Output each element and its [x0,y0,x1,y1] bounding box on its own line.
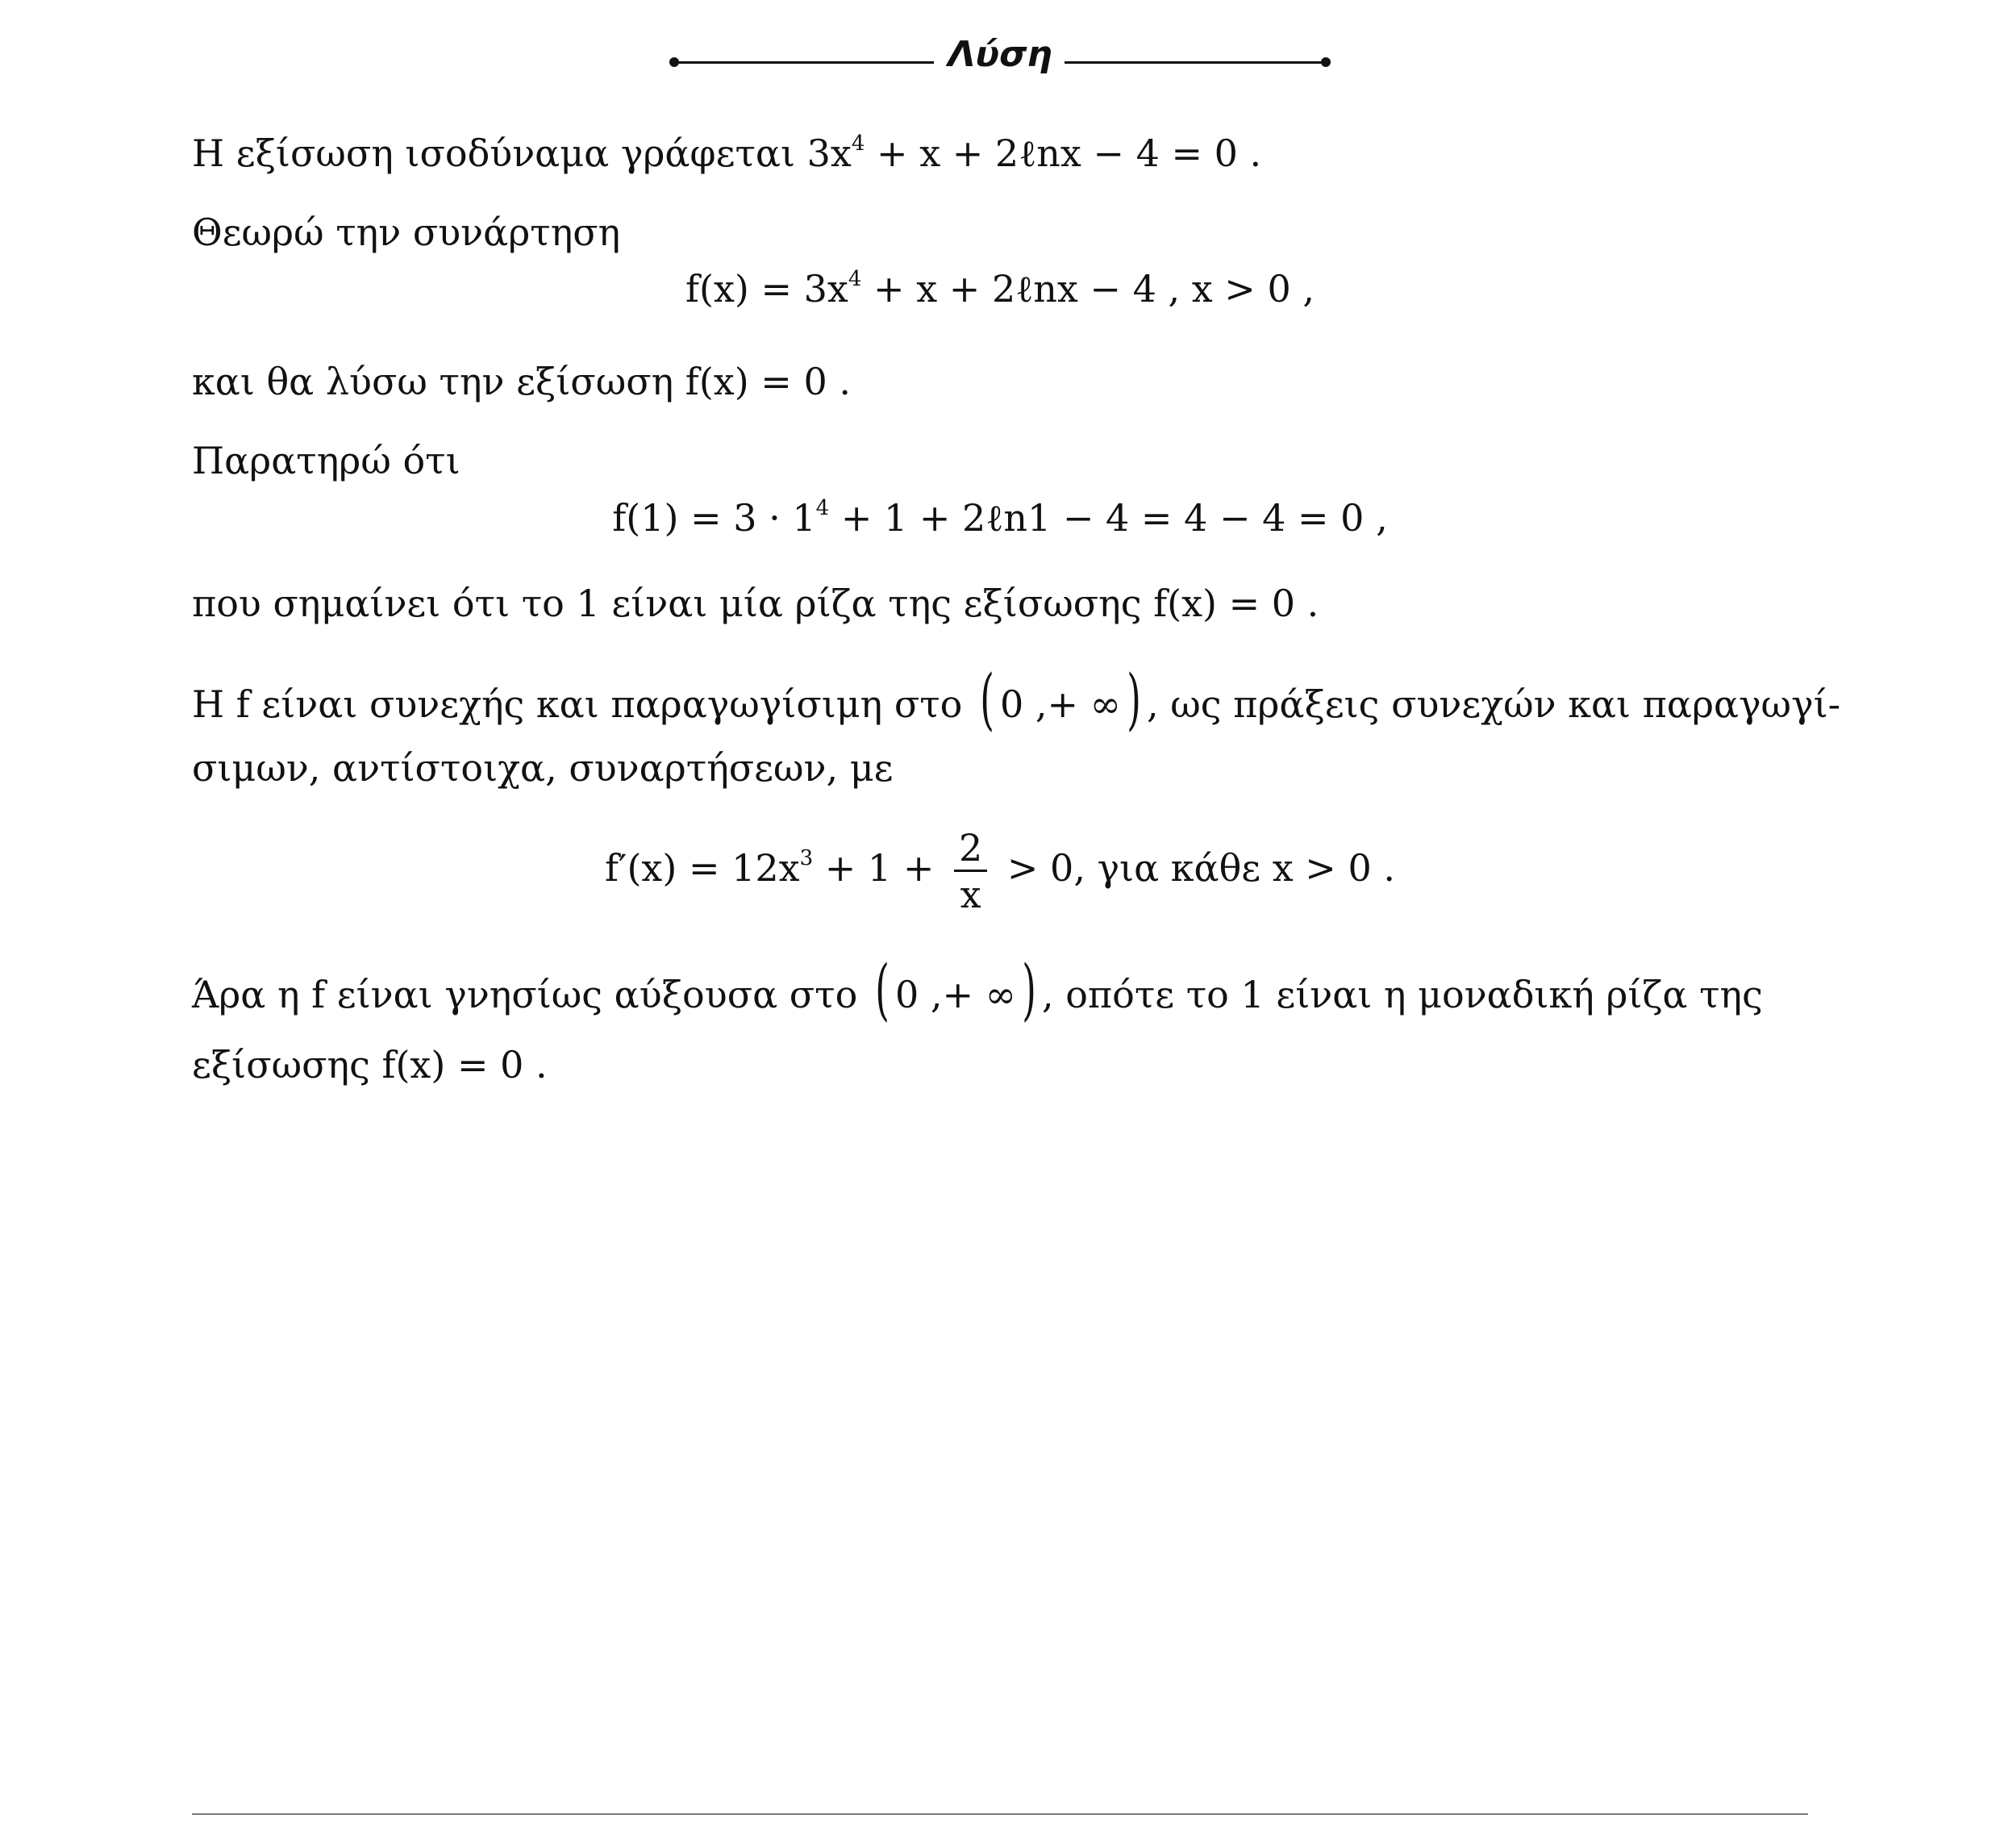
paragraph-observe: Παρατηρώ ότι [192,439,460,482]
open-paren: ( [875,952,890,1028]
paragraph-continuity: Η f είναι συνεχής και παραγωγίσιμη στο ( 0 ,+ ∞) , ως πράξεις συνεχών και παραγωγί- [192,661,1841,738]
paragraph-solve-equation: και θα λύσω την εξίσωση f(x) = 0 . [192,360,851,403]
header-right-dot [1321,57,1331,67]
solution-header [669,31,1331,92]
paragraph-root-found: που σημαίνει ότι το 1 είναι μία ρίζα της εξίσωσης f(x) = 0 . [192,582,1319,625]
fraction-two-over-x: $\frac{2}{x}$ [954,826,987,917]
equation-derivative: $f'(x) = 12x^3 + 1$ + $\frac{2}{x}$ > 0, για κάθε x > 0 . [605,825,1395,916]
header-left-rule [676,61,934,64]
close-paren: ) [1127,661,1141,738]
footer-rule [192,1813,1808,1815]
solution-title: Λύση [948,34,1052,75]
paragraph-monotonic: Άρα η f είναι γνησίως αύξουσα στο ( 0 ,+ ∞) , οπότε το 1 είναι η μοναδική ρίζα της [192,952,1763,1028]
header-right-rule [1065,61,1324,64]
close-paren: ) [1022,952,1036,1028]
interval: 0 ,+ ∞ [894,973,1016,1016]
paragraph-consider-function: Θεωρώ την συνάρτηση [192,211,621,254]
equation-f-of-one: $f(1) = 3 \cdot 1^4 + 1$ + 2ℓn1 − 4 = 4 − 4 = 0 , [612,496,1388,540]
open-paren: ( [980,661,994,738]
equation-function-definition: $f(x) = 3x^4 + x$ + 2ℓnx − 4 , x > 0 , [685,267,1315,311]
interval: 0 ,+ ∞ [1000,682,1121,726]
paragraph-continuity-cont: σιμων, αντίστοιχα, συναρτήσεων, με [192,746,894,790]
paragraph-equation-rewrite: Η εξίσωση ισοδύναμα γράφεται $3x^4 + x$ + 2ℓnx − 4 = 0 . [192,131,1262,175]
paragraph-conclusion: εξίσωσης f(x) = 0 . [192,1043,548,1087]
